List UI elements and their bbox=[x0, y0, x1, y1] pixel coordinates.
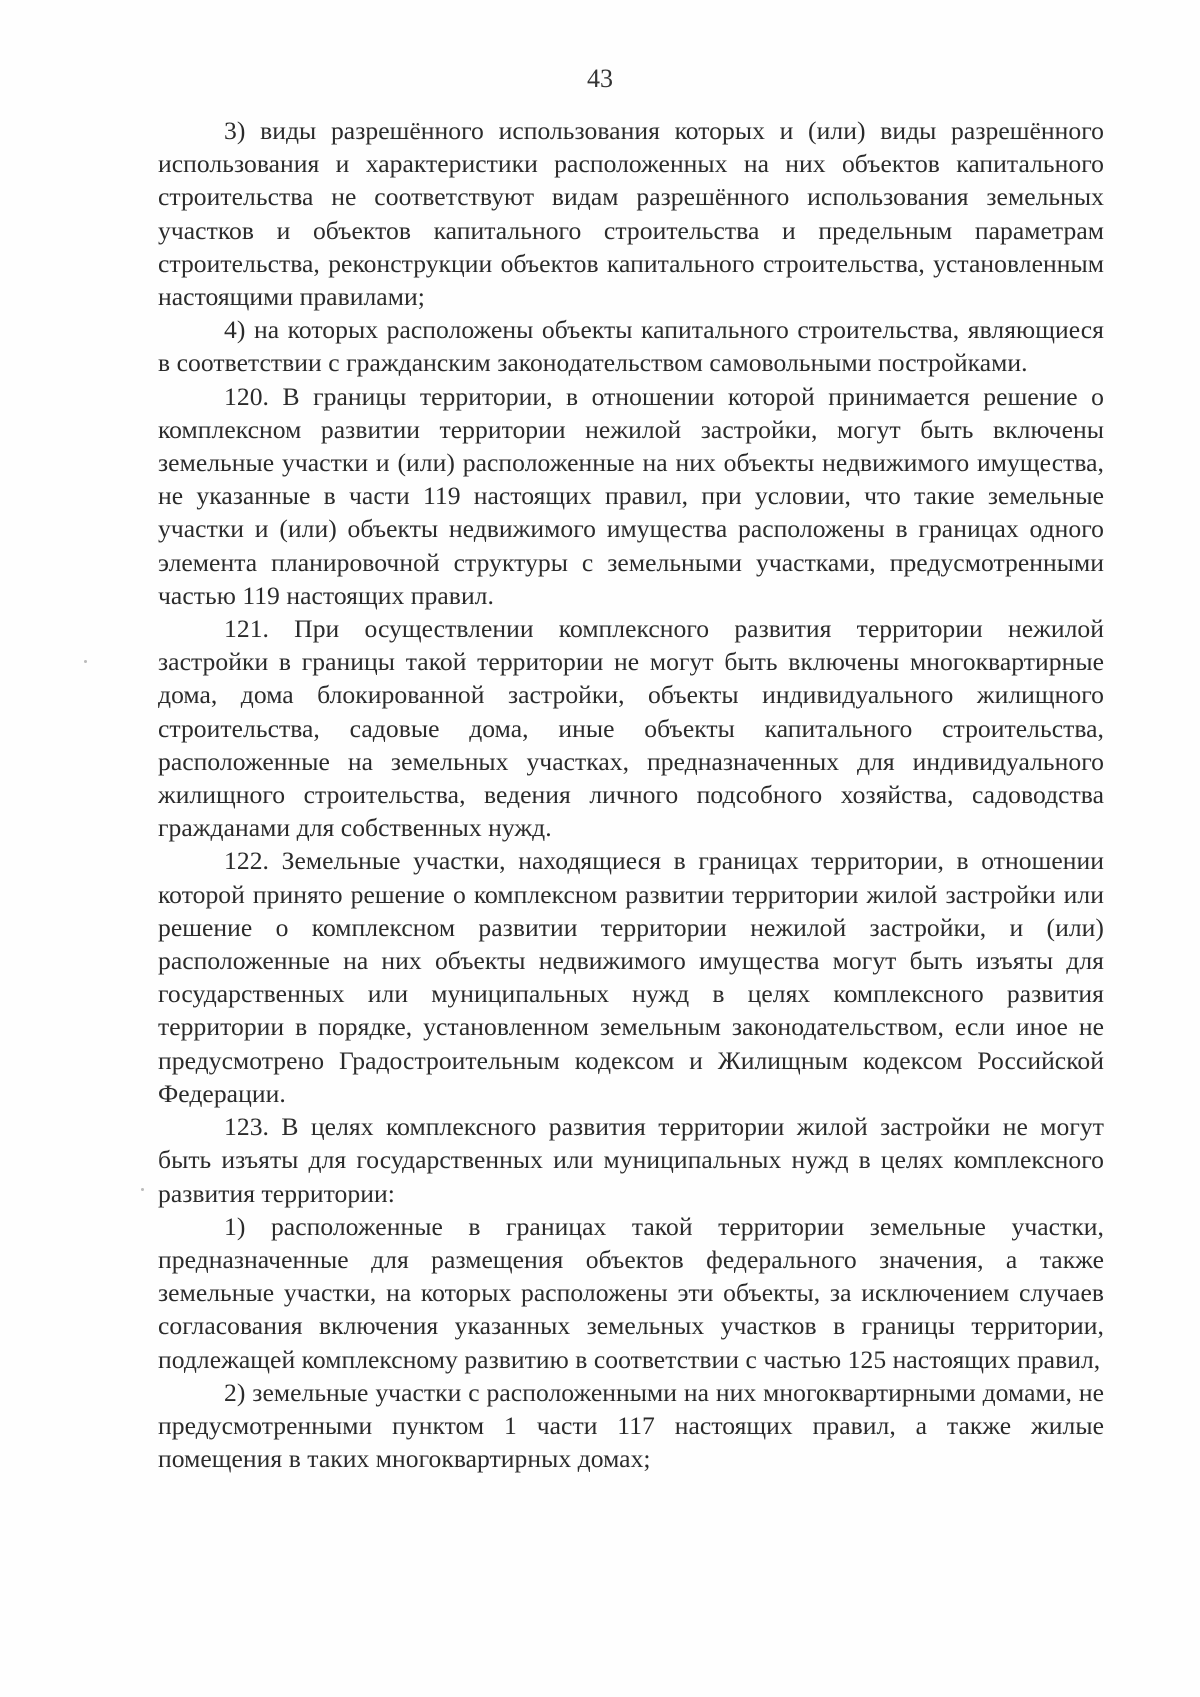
paragraph-section-123: 123. В целях комплексного развития территории жилой застройки не могут быть изъяты для государственных или муниципальных нужд в целях комплексного развития территории: bbox=[158, 1112, 1104, 1208]
paragraph-section-121: 121. При осуществлении комплексного развития территории нежилой застройки в границы такой территории не могут быть включены многоквартирные дома, дома блокированной застройки, объекты индивидуального жилищного строительства, садовые дома, иные объекты капитального строительства, расположенные на земельных участках, предназначенных для индивидуального жилищного строительства, ведения личного подсобного хозяйства, садоводства гражданами для собственных нужд. bbox=[158, 614, 1104, 843]
document-body bbox=[158, 114, 1104, 1475]
paragraph-item-3: 3) виды разрешённого использования которых и (или) виды разрешённого использования и характеристики расположенных на них объектов капитального строительства не соответствуют видам разрешённого использования земельных участков и объектов капитального строительства и предельным параметрам строительства, реконструкции объектов капитального строительства, установленным настоящими правилами; bbox=[158, 116, 1104, 312]
page-number: 43 bbox=[587, 64, 613, 93]
paragraph-section-120: 120. В границы территории, в отношении которой принимается решение о комплексном развитии территории нежилой застройки, могут быть включены земельные участки и (или) расположенные на них объекты недвижимого имущества, не указанные в части 119 настоящих правил, при условии, что такие земельные участки и (или) объекты недвижимого имущества расположены в границах одного элемента планировочной структуры с земельными участками, предусмотренными частью 119 настоящих правил. bbox=[158, 381, 1104, 610]
scan-speck bbox=[141, 1188, 144, 1191]
paragraph-item-2: 2) земельные участки с расположенными на них многоквартирными домами, не предусмотренными пунктом 1 части 117 настоящих правил, а также жилые помещения в таких многоквартирных домах; bbox=[158, 1377, 1104, 1474]
paragraph-item-1: 1) расположенные в границах такой территории земельные участки, предназначенные для размещения объектов федерального значения, а также земельные участки, на которых расположены эти объекты, за исключением случаев согласования включения указанных земельных участков в границы территории, подлежащей комплексному развитию в соответствии с частью 125 настоящих правил, bbox=[158, 1211, 1104, 1374]
paragraph-item-4: 4) на которых расположены объекты капитального строительства, являющиеся в соответствии с гражданским законодательством самовольными постройками. bbox=[158, 315, 1104, 378]
paragraph-section-122: 122. Земельные участки, находящиеся в границах территории, в отношении которой принято решение о комплексном развитии территории жилой застройки или решение о комплексном развитии территории нежилой застройки, и (или) расположенные на них объекты недвижимого имущества могут быть изъяты для государственных или муниципальных нужд в целях комплексного развития территории в порядке, установленном земельным законодательством, если иное не предусмотрено Градостроительным кодексом и Жилищным кодексом Российской Федерации. bbox=[158, 846, 1104, 1108]
scan-speck bbox=[84, 660, 87, 663]
